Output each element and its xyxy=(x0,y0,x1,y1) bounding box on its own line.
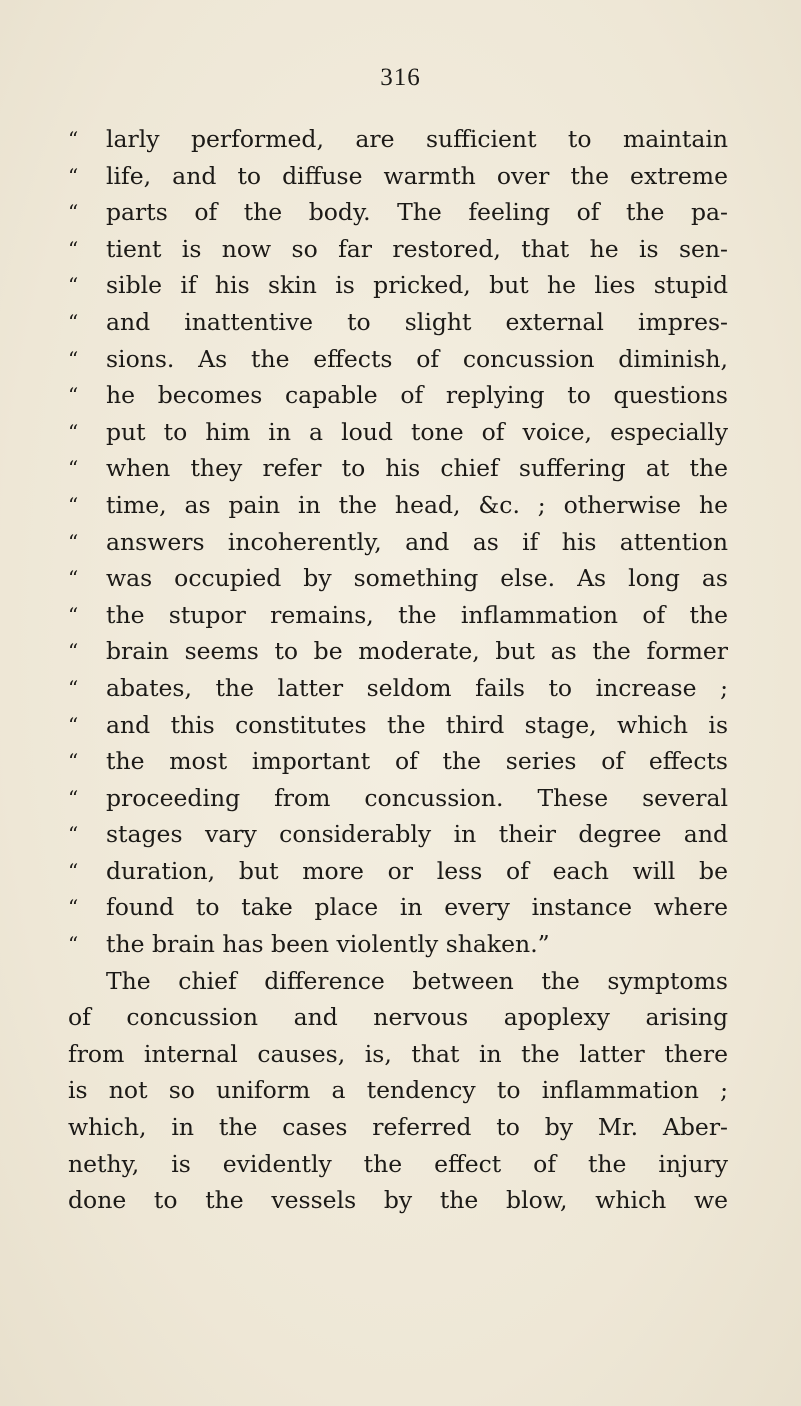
quote-mark: “ xyxy=(68,236,79,261)
quote-mark: “ xyxy=(68,858,79,883)
quoted-line: “ brain seems to be moderate, but as the former xyxy=(68,633,728,670)
quoted-line: “ answers incoherently, and as if his attention xyxy=(68,524,728,561)
quoted-line: “ put to him in a loud tone of voice, especially xyxy=(68,414,728,451)
paragraph-line: nethy, is evidently the effect of the injury xyxy=(68,1149,728,1178)
quote-mark: “ xyxy=(68,639,79,664)
quoted-line: “ and this constitutes the third stage, which is xyxy=(68,707,728,744)
paragraph xyxy=(68,963,728,1219)
quoted-line: “ larly performed, are sufficient to maintain xyxy=(68,121,728,158)
quote-mark: “ xyxy=(68,822,79,847)
paragraph-line: The chief difference between the symptoms xyxy=(106,966,728,995)
quoted-line: “ sible if his skin is pricked, but he lies stupid xyxy=(68,267,728,304)
quote-mark: “ xyxy=(68,675,79,700)
quote-mark: “ xyxy=(68,346,79,371)
quote-mark: “ xyxy=(68,419,79,444)
body-text xyxy=(68,121,728,1219)
paragraph-line: done to the vessels by the blow, which we xyxy=(68,1186,728,1215)
quote-mark: “ xyxy=(68,492,79,517)
quote-mark: “ xyxy=(68,785,79,810)
quote-mark: “ xyxy=(68,456,79,481)
quoted-line: “ proceeding from concussion. These several xyxy=(68,780,728,817)
quote-mark: “ xyxy=(68,749,79,774)
quoted-passage xyxy=(68,121,728,963)
quoted-line: “ when they refer to his chief suffering at the xyxy=(68,450,728,487)
paragraph-line: from internal causes, is, that in the latter there xyxy=(68,1039,728,1068)
quoted-line: “ sions. As the effects of concussion diminish, xyxy=(68,341,728,378)
paragraph-line: is not so uniform a tendency to inflammation ; xyxy=(68,1076,728,1105)
quote-mark: “ xyxy=(68,895,79,920)
quoted-line: “ the most important of the series of effects xyxy=(68,743,728,780)
quote-mark: “ xyxy=(68,127,79,151)
quote-mark: “ xyxy=(68,309,79,334)
quoted-line: “ found to take place in every instance where xyxy=(68,889,728,926)
quoted-line: “ was occupied by something else. As long as xyxy=(68,560,728,597)
page-number: 316 xyxy=(380,64,421,91)
quoted-line: “ the stupor remains, the inflammation of the xyxy=(68,597,728,634)
paragraph-line: which, in the cases referred to by Mr. Aber- xyxy=(68,1113,728,1142)
quoted-line: “ life, and to diffuse warmth over the extreme xyxy=(68,158,728,195)
quote-mark: “ xyxy=(68,712,79,737)
quoted-line: “ and inattentive to slight external impres- xyxy=(68,304,728,341)
quote-mark: “ xyxy=(68,163,79,188)
quoted-line: “ parts of the body. The feeling of the pa- xyxy=(68,194,728,231)
paragraph-line: of concussion and nervous apoplexy arising xyxy=(68,1003,728,1032)
quote-mark: “ xyxy=(68,273,79,298)
quote-mark: “ xyxy=(68,383,79,408)
quoted-line: “ tient is now so far restored, that he is sen- xyxy=(68,231,728,268)
quote-mark: “ xyxy=(68,566,79,591)
quote-mark: “ xyxy=(68,529,79,554)
quoted-line: “ duration, but more or less of each will be xyxy=(68,853,728,890)
quoted-line: “ time, as pain in the head, &c. ; otherwise he xyxy=(68,487,728,524)
quote-mark: “ xyxy=(68,932,79,957)
quoted-line: “ stages vary considerably in their degree and xyxy=(68,816,728,853)
quote-mark: “ xyxy=(68,602,79,627)
quoted-line: “ the brain has been violently shaken.” xyxy=(68,926,728,963)
quoted-line: “ abates, the latter seldom fails to increase ; xyxy=(68,670,728,707)
quote-mark: “ xyxy=(68,200,79,225)
quoted-line: “ he becomes capable of replying to questions xyxy=(68,377,728,414)
